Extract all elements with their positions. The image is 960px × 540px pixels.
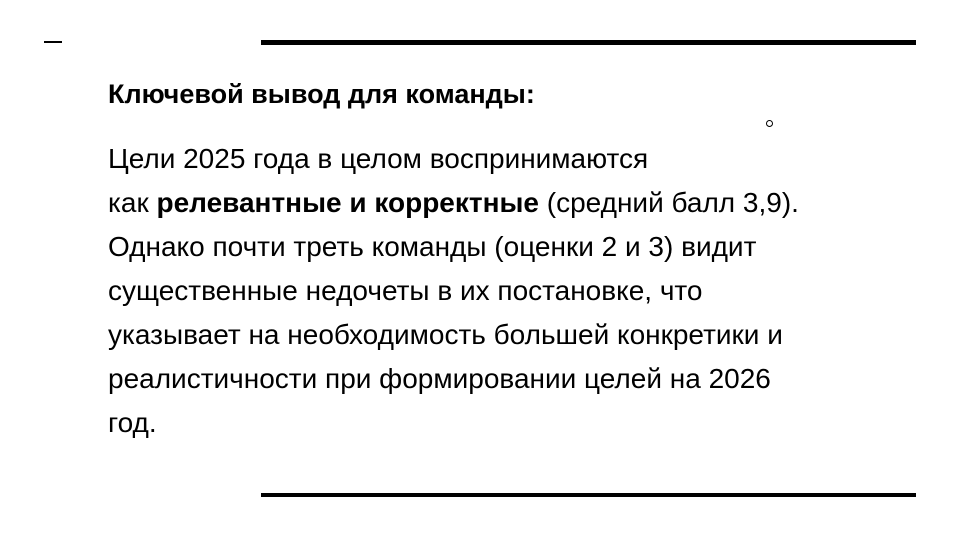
body-line-2-start: как [108, 187, 157, 218]
body-line-1: Цели 2025 года в целом воспринимаются [108, 143, 649, 174]
slide-heading: Ключевой вывод для команды: [108, 79, 535, 109]
bottom-rule [261, 493, 916, 497]
slide-body-text [108, 137, 908, 445]
body-line-7: год. [108, 407, 157, 438]
body-line-6: реалистичности при формировании целей на 2026 [108, 363, 771, 394]
body-line-2-end: (средний балл 3,9). [539, 187, 799, 218]
body-line-3: Однако почти треть команды (оценки 2 и 3) видит [108, 231, 757, 262]
body-line-2-emphasis: релевантные и корректные [156, 187, 539, 218]
top-rule [261, 40, 916, 45]
body-line-5: указывает на необходимость большей конкретики и [108, 319, 783, 350]
circle-marker-icon [766, 120, 773, 127]
body-line-4: существенные недочеты в их постановке, что [108, 275, 703, 306]
dash-mark [44, 41, 62, 43]
body-line-2 [108, 181, 908, 225]
